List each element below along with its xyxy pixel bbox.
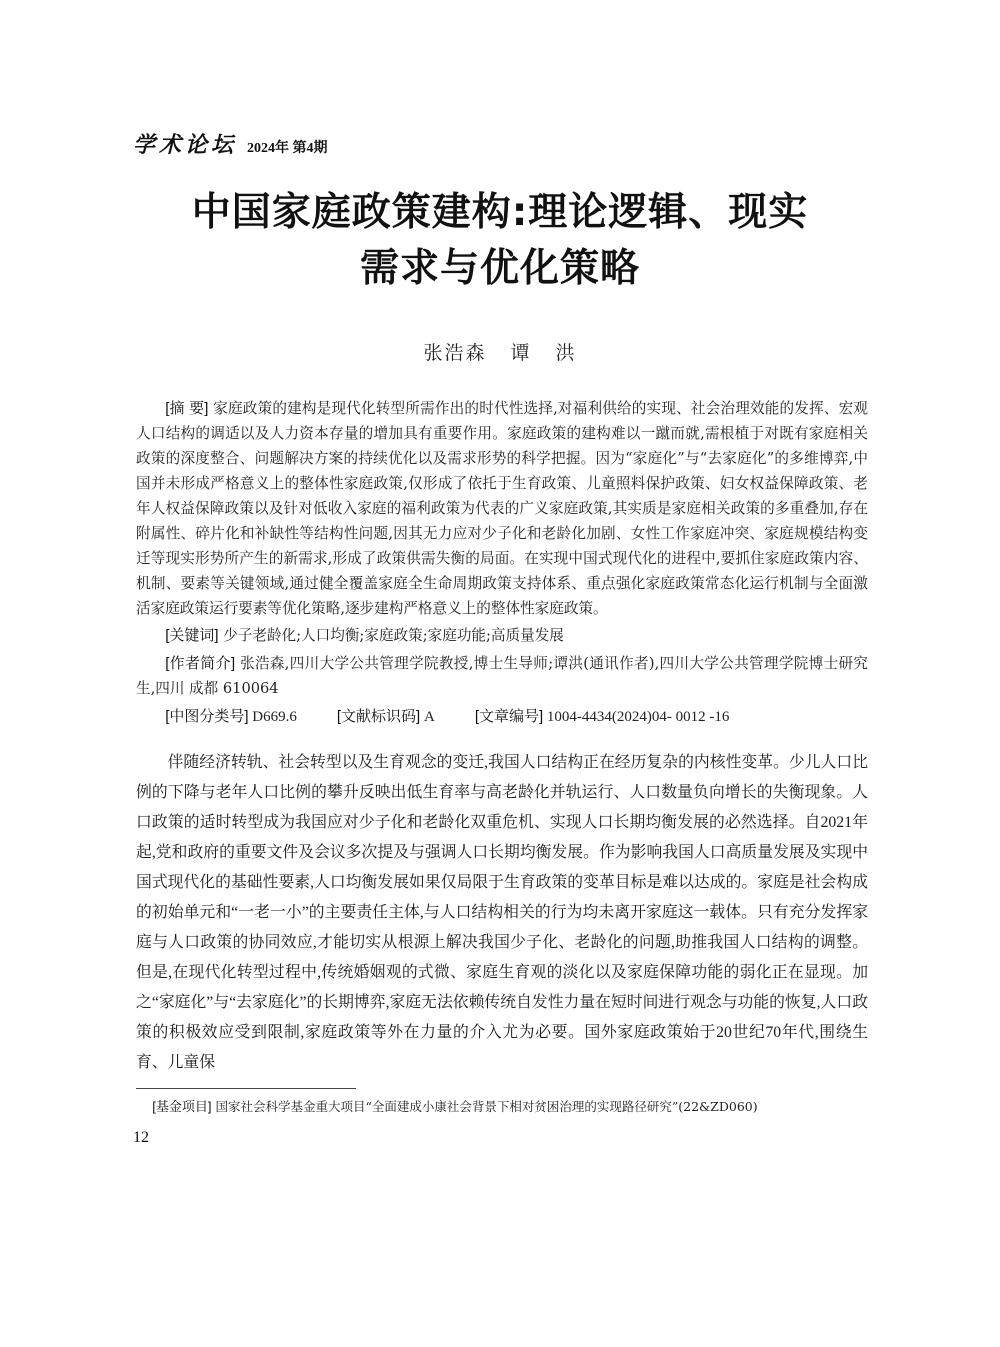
author-name: 张浩森 <box>423 342 487 364</box>
content-column <box>133 396 868 1149</box>
document-code <box>337 704 435 730</box>
keywords-label: [关键词] <box>165 627 219 644</box>
keywords <box>136 623 868 648</box>
title-line-2: 需求与优化策略 <box>359 246 640 291</box>
author-name: 谭 <box>510 342 532 364</box>
doc-code-value: A <box>423 709 435 725</box>
author-info <box>136 651 868 701</box>
keywords-text: 少子老龄化;人口均衡;家庭政策;家庭功能;高质量发展 <box>223 627 564 644</box>
journal-logo: 学术论坛 <box>133 132 238 158</box>
author-list <box>0 338 1000 365</box>
funding-footnote <box>136 1097 868 1117</box>
funding-text: 国家社会科学基金重大项目“全面建成小康社会背景下相对贫困治理的实现路径研究”(22&ZD060) <box>215 1099 758 1114</box>
journal-header <box>133 128 328 159</box>
clc-label: [中图分类号] <box>165 708 249 725</box>
classification-row <box>136 704 868 730</box>
article-title <box>0 185 1000 297</box>
abstract-block <box>136 396 868 730</box>
article-no-label: [文章编号] <box>474 708 544 725</box>
author-name: 洪 <box>555 342 577 364</box>
clc-value: D669.6 <box>252 709 297 725</box>
article-no-value: 1004-4434(2024)04- 0012 -16 <box>546 709 730 725</box>
funding-label: [基金项目] <box>152 1099 212 1114</box>
author-info-text: 张浩森,四川大学公共管理学院教授,博士生导师;谭洪(通讯作者),四川大学公共管理学院博士研究生,四川 成都 610064 <box>136 655 868 697</box>
article-number <box>475 704 730 730</box>
author-info-label: [作者简介] <box>165 655 236 672</box>
footnote-divider <box>136 1088 356 1089</box>
body-paragraph: 伴随经济转轨、社会转型以及生育观念的变迁,我国人口结构正在经历复杂的内核性变革。少儿人口比例的下降与老年人口比例的攀升反映出低生育率与高老龄化并轨运行、人口数量负向增长的失衡现象。人口政策的适时转型成为我国应对少子化和老龄化双重危机、实现人口长期均衡发展的必然选择。自2021年起,党和政府的重要文件及会议多次提及与强调人口长期均衡发展。作为影响我国人口高质量发展及实现中国式现代化的基础性要素,人口均衡发展如果仅局限于生育政策的变革目标是难以达成的。家庭是社会构成的初始单元和“一老一小”的主要责任主体,与人口结构相关的行为均未离开家庭这一载体。只有充分发挥家庭与人口政策的协同效应,才能切实从根源上解决我国少子化、老龄化的问题,助推我国人口结构的调整。但是,在现代化转型过程中,传统婚姻观的式微、家庭生育观的淡化以及家庭保障功能的弱化正在显现。加之“家庭化”与“去家庭化”的长期博弈,家庭无法依赖传统自发性力量在短时间进行观念与功能的恢复,人口政策的积极效应受到限制,家庭政策等外在力量的介入尤为必要。国外家庭政策始于20世纪70年代,围绕生育、儿童保 <box>136 754 868 1071</box>
title-line-1: 中国家庭政策建构:理论逻辑、现实 <box>191 190 809 235</box>
page-number: 12 <box>133 1129 149 1146</box>
clc-number <box>165 704 297 730</box>
issue-number: 2024年 第4期 <box>247 141 328 156</box>
abstract-text: 家庭政策的建构是现代化转型所需作出的时代性选择,对福利供给的实现、社会治理效能的发挥、宏观人口结构的调适以及人力资本存量的增加具有重要作用。家庭政策的建构难以一蹴而就,需根植于对既有家庭相关政策的深度整合、问题解决方案的持续优化以及需求形势的科学把握。因为“家庭化”与“去家庭化”的多维博弈,中国并未形成严格意义上的整体性家庭政策,仅形成了依托于生育政策、儿童照料保护政策、妇女权益保障政策、老年人权益保障政策以及针对低收入家庭的福利政策为代表的广义家庭政策,其实质是家庭相关政策的多重叠加,存在附属性、碎片化和补缺性等结构性问题,因其无力应对少子化和老龄化加剧、女性工作家庭冲突、家庭规模结构变迁等现实形势所产生的新需求,形成了政策供需失衡的局面。在实现中国式现代化的进程中,要抓住家庭政策内容、机制、要素等关键领域,通过健全覆盖家庭全生命周期政策支持体系、重点强化家庭政策常态化运行机制与全面激活家庭政策运行要素等优化策略,逐步建构严格意义上的整体性家庭政策。 <box>136 400 868 617</box>
body-text <box>136 748 868 1078</box>
abstract-label: [摘 要] <box>165 400 209 417</box>
doc-code-label: [文献标识码] <box>336 708 421 725</box>
abstract <box>136 396 868 621</box>
